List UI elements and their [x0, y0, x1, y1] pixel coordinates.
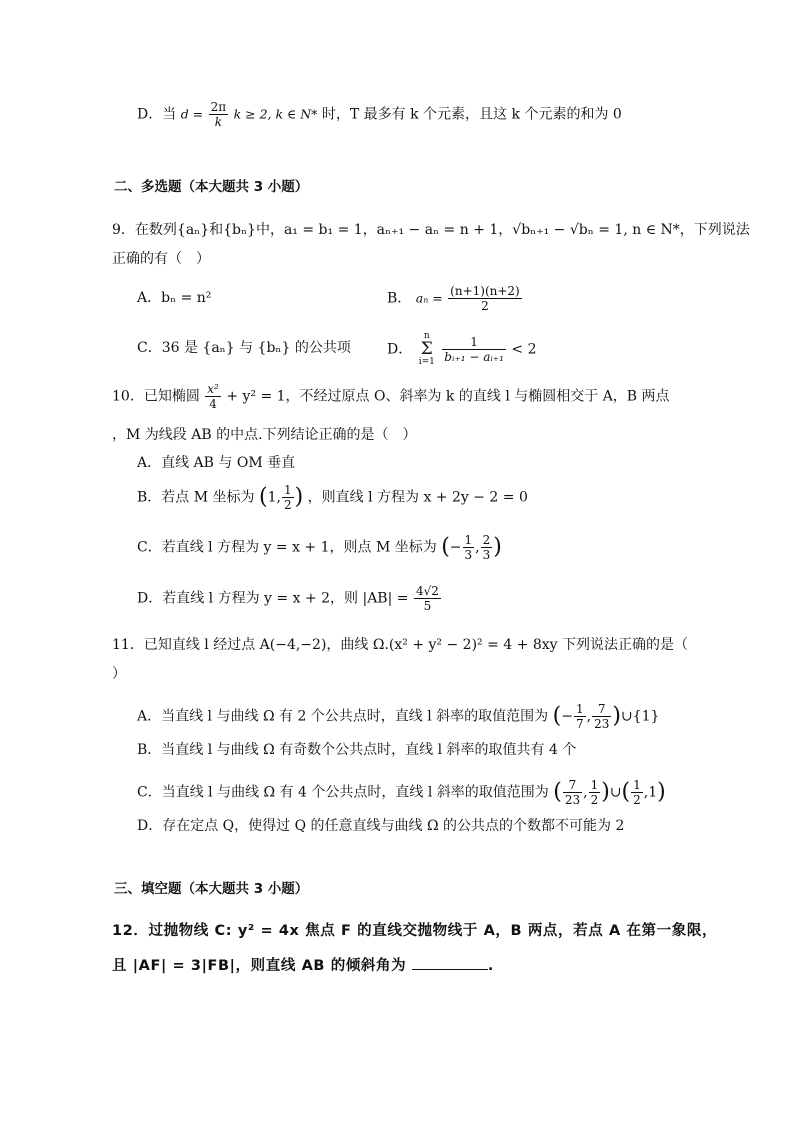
- q10-stem-line2: ，M 为线段 AB 的中点.下列结论正确的是（ ）: [112, 427, 417, 443]
- q11-stem-line2: ）: [112, 666, 126, 682]
- q11-option-d: D．存在定点 Q，使得过 Q 的任意直线与曲线 Ω 的公共点的个数都不可能为 2: [137, 818, 625, 834]
- q12-line1: 12．过抛物线 C: y² = 4x 焦点 F 的直线交抛物线于 A，B 两点，若点 A 在第一象限，: [112, 923, 718, 939]
- q10-stem-line1: 10．已知椭圆 $\frac{\text{x²}}{4}$ + y² = 1，不经过原点 O、斜率为 k 的直线 l 与椭圆相交于 A，B 两点: [112, 382, 670, 411]
- q9-stem-line1: 9．在数列{aₙ}和{bₙ}中，a₁ = b₁ = 1，aₙ₊₁ − aₙ = n + 1，√bₙ₊₁ − √bₙ = 1, n ∈ N*，下列说法: [112, 222, 750, 238]
- q9-option-a: A．bₙ = n²: [137, 290, 212, 306]
- q11-option-c: C．当直线 l 与曲线 Ω 有 4 个公共点时，直线 l 斜率的取值范围为 ( $\frac{7}{23}$ , $\frac{1}{2}$ )∪( $\frac{1}{2}$ ,1): [137, 778, 666, 807]
- q10-option-d: D．若直线 l 方程为 y = x + 2，则 |AB| = $\frac{4√2}{5}$: [137, 584, 439, 613]
- q10-option-c: C．若直线 l 方程为 y = x + 1，则点 M 坐标为 (− $\frac{1}{3}$ , $\frac{2}{3}$ ): [137, 533, 502, 562]
- q9-option-d: D． n Σ i=1 $\frac{1}{\text{bᵢ₊₁ − aᵢ₊₁}}$ < 2: [387, 331, 537, 367]
- q12-line2: 且 |AF| = 3|FB|，则直线 AB 的倾斜角为 .: [112, 955, 494, 976]
- section-title-fill-in: 三、填空题（本大题共 3 小题）: [114, 881, 309, 897]
- q11-option-b: B．当直线 l 与曲线 Ω 有奇数个公共点时，直线 l 斜率的取值共有 4 个: [137, 742, 577, 758]
- answer-blank[interactable]: [412, 955, 488, 970]
- q9-option-b: B． aₙ = $\frac{(n+1)(n+2)}{2}$: [387, 284, 520, 313]
- q11-stem-line1: 11．已知直线 l 经过点 A(−4,−2)，曲线 Ω.(x² + y² − 2)² = 4 + 8xy 下列说法正确的是（: [112, 637, 688, 653]
- summation-symbol: n Σ i=1: [418, 331, 435, 367]
- q10-option-b: B．若点 M 坐标为 (1, $\frac{1}{2}$ ) ，则直线 l 方程为 x + 2y − 2 = 0: [137, 483, 528, 512]
- q10-option-a: A．直线 AB 与 OM 垂直: [137, 455, 296, 471]
- section-title-multiple-choice: 二、多选题（本大题共 3 小题）: [114, 179, 309, 195]
- q8-option-d: D．当 d = $\frac{2\pi}{k}$ k ≥ 2, k ∈ N* 时，T 最多有 k 个元素，且这 k 个元素的和为 0: [137, 100, 622, 129]
- q11-option-a: A．当直线 l 与曲线 Ω 有 2 个公共点时，直线 l 斜率的取值范围为 (− $\frac{1}{7}$ , $\frac{7}{23}$ )∪{1}: [137, 702, 660, 731]
- q8-fraction: $\frac{2\pi}{k}$: [210, 100, 227, 129]
- q9-stem-line2: 正确的有（ ）: [112, 251, 210, 267]
- q9-option-c: C．36 是 {aₙ} 与 {bₙ} 的公共项: [137, 340, 351, 356]
